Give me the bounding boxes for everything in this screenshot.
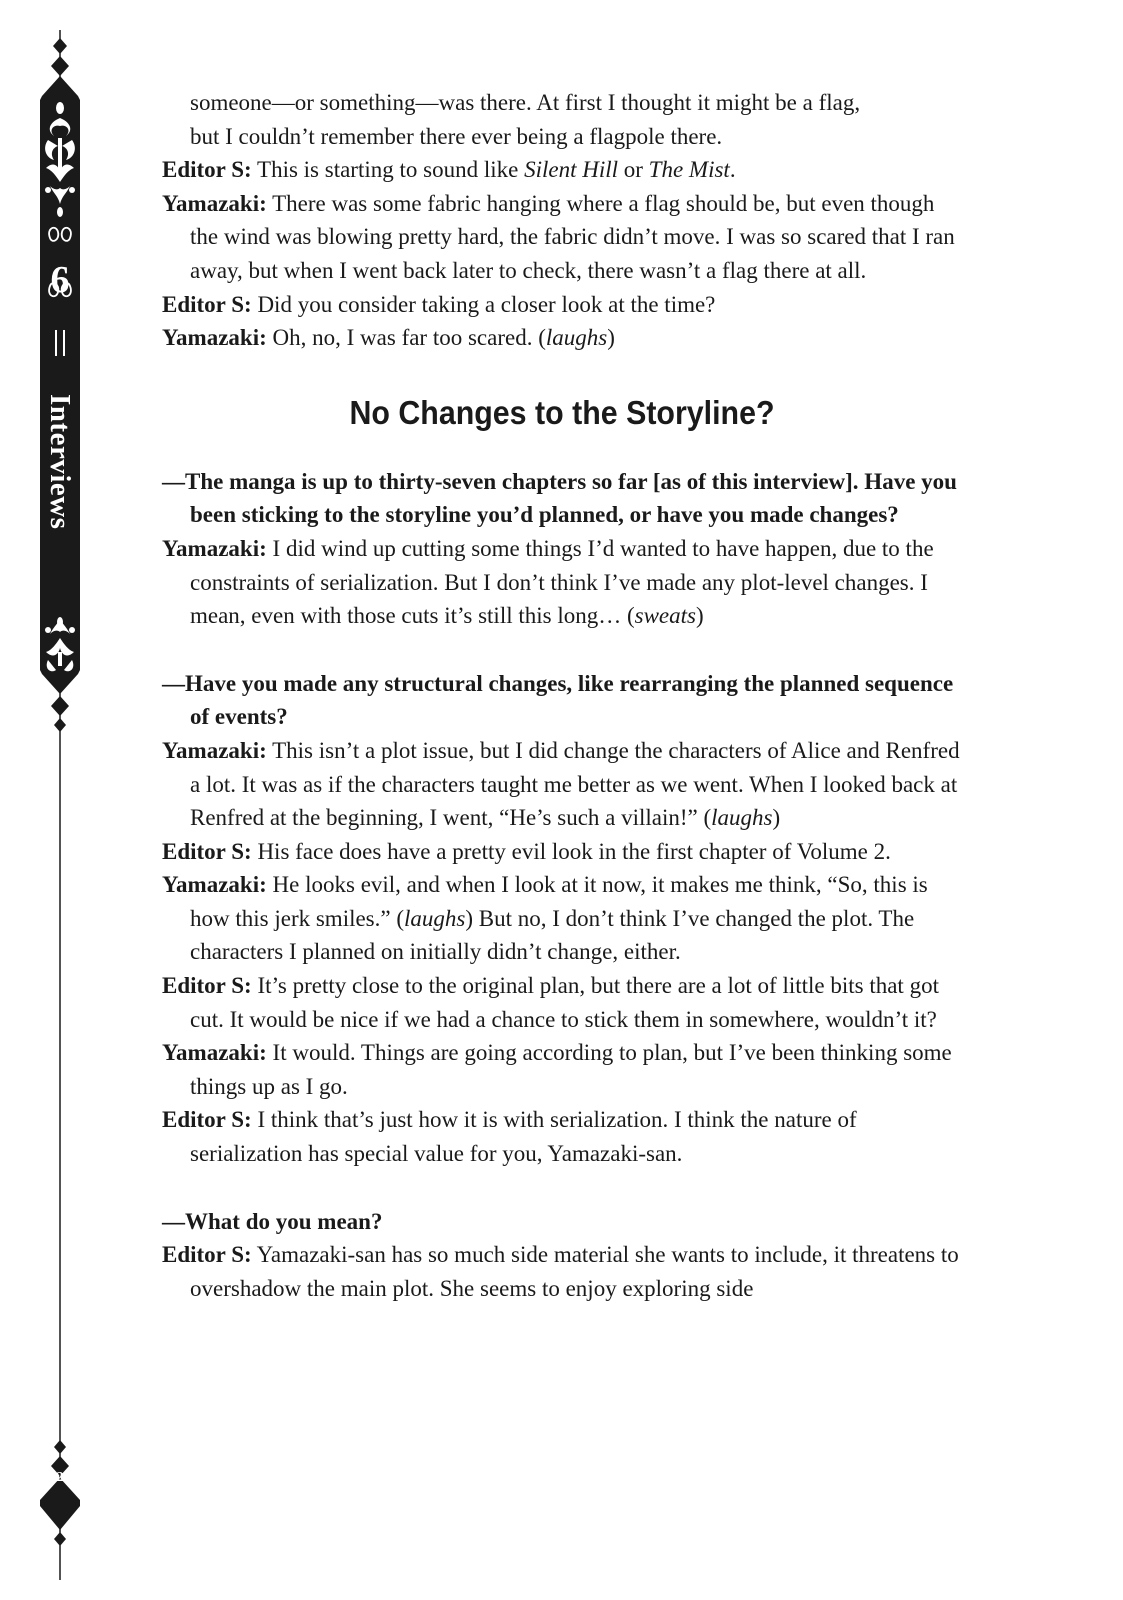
dialogue-paragraph [162, 1238, 962, 1305]
dialogue-paragraph [162, 1036, 962, 1103]
speaker-label: Editor S: [162, 291, 252, 317]
dialogue-text: He looks evil, and when I look at it now, it makes me think, “So, this is how this jerk smiles.” ( [190, 872, 928, 931]
chapter-sidebar [28, 30, 98, 1580]
paragraph-gap [162, 633, 962, 667]
speaker-label: Editor S: [162, 973, 252, 999]
continued-paragraph-line-1: someone—or something—was there. At first I thought it might be a flag, [190, 90, 861, 115]
speaker-label: Editor S: [162, 157, 252, 183]
stage-direction: sweats [634, 603, 696, 629]
dialogue-text: ) [607, 325, 615, 351]
stage-direction: laughs [404, 905, 466, 931]
dialogue-paragraph [162, 969, 962, 1036]
dialogue-text: I think that’s just how it is with serialization. I think the nature of serialization has special value for you, Yamazaki-san. [190, 1107, 857, 1167]
dialogue-text: It would. Things are going according to plan, but I’ve been thinking some things up as I go. [190, 1040, 952, 1099]
dialogue-paragraph [162, 734, 962, 835]
dialogue-text: Did you consider taking a closer look at the time? [251, 291, 716, 317]
speaker-label: Editor S: [162, 838, 252, 864]
dialogue-paragraph [162, 288, 962, 322]
dialogue-text: . [729, 157, 736, 183]
dialogue-text: Oh, no, I was far too scared. ( [266, 325, 546, 351]
interview-text [162, 86, 962, 1305]
dialogue-text: ) [695, 603, 704, 629]
section-heading: No Changes to the Storyline? [349, 393, 775, 431]
dialogue-text: His face does have a pretty evil look in the first chapter of Volume 2. [251, 838, 891, 864]
speaker-label: Yamazaki: [162, 190, 267, 216]
chapter-number: 6 [50, 259, 70, 301]
stage-direction: laughs [711, 805, 773, 831]
dialogue-text: ) But no, I don’t think I’ve changed the plot. The characters I planned on initially didn’t change, either. [190, 905, 915, 965]
dialogue-text: There was some fabric hanging where a flag should be, but even though the wind was blowing pretty hard, the fabric didn’t move. I was so scared that I ran away, but when I went back later to check, there wasn’t a flag there at all. [190, 190, 955, 283]
dialogue-text: This isn’t a plot issue, but I did change the characters of Alice and Renfred a lot. It was as if the characters taught me better as we went. When I looked back at Renfred at the beginning, I went, “He’s such a villain!” ( [190, 737, 960, 831]
dialogue-paragraph [162, 835, 962, 869]
page-number: 221 [49, 1470, 71, 1485]
speaker-label: Editor S: [162, 1242, 252, 1268]
dialogue-text: I did wind up cutting some things I’d wanted to have happen, due to the constraints of serialization. But I don’t think I’ve made any plot-level changes. I mean, even with those cuts it’s still this long… ( [190, 535, 934, 629]
interviewer-question: —Have you made any structural changes, like rearranging the planned sequence of events? [162, 670, 954, 730]
dialogue-text: ) [772, 805, 781, 831]
dialogue-paragraph [162, 321, 962, 355]
paragraph-gap [162, 1171, 962, 1205]
dialogue-text: This is starting to sound like [251, 157, 525, 183]
speaker-label: Yamazaki: [162, 737, 267, 763]
section-title-vertical: Interviews [44, 394, 76, 530]
title-italic: The Mist [648, 157, 730, 183]
dialogue-paragraph [162, 1103, 962, 1170]
dialogue-text: Yamazaki-san has so much side material she wants to include, it threatens to overshadow the main plot. She seems to enjoy exploring side [190, 1242, 959, 1301]
title-italic: Silent Hill [524, 157, 618, 183]
dialogue-paragraph [162, 532, 962, 633]
stage-direction: laughs [545, 325, 608, 351]
interviewer-question: —What do you mean? [162, 1208, 383, 1234]
dialogue-paragraph [162, 868, 962, 969]
dialogue-text: It’s pretty close to the original plan, but there are a lot of little bits that got cut. It would be nice if we had a chance to stick them in somewhere, wouldn’t it? [190, 973, 939, 1032]
continued-paragraph-line-2: but I couldn’t remember there ever being a flagpole there. [190, 123, 723, 149]
speaker-label: Yamazaki: [162, 535, 267, 561]
dialogue-text: or [618, 157, 649, 183]
speaker-label: Editor S: [162, 1107, 252, 1133]
speaker-label: Yamazaki: [162, 325, 267, 351]
speaker-label: Yamazaki: [162, 872, 267, 898]
dialogue-paragraph [162, 153, 962, 187]
interviewer-question: —The manga is up to thirty-seven chapters so far [as of this interview]. Have you been sticking to the storyline you’d planned, or have you made changes? [162, 468, 957, 528]
dialogue-paragraph [162, 187, 962, 288]
speaker-label: Yamazaki: [162, 1040, 267, 1066]
